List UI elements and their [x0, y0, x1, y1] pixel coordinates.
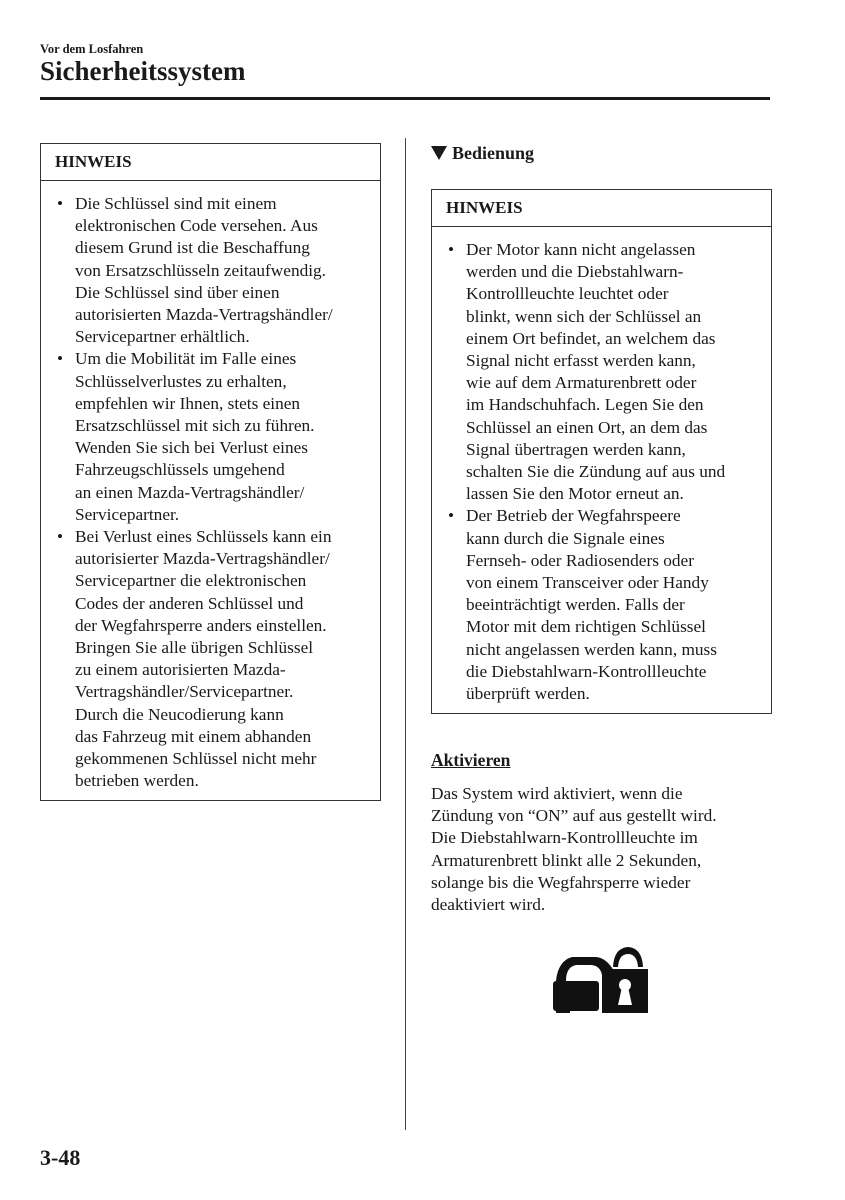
text-line: beeinträchtigt werden. Falls der	[466, 595, 685, 615]
text-line: Kontrollleuchte leuchtet oder	[466, 284, 669, 304]
text-line: im Handschuhfach. Legen Sie den	[466, 395, 704, 415]
text-line: Vertragshändler/Servicepartner.	[75, 682, 294, 702]
text-line: kann durch die Signale eines	[466, 528, 665, 548]
text-line: Signal nicht erfasst werden kann,	[466, 351, 696, 371]
text-line: Der Betrieb der Wegfahrspeere	[466, 506, 681, 526]
text-line: Servicepartner erhältlich.	[75, 327, 250, 347]
triangle-down-icon	[431, 146, 447, 160]
immobilizer-warning-light-icon	[550, 945, 650, 1015]
bullet-dot: •	[57, 349, 64, 369]
header-rule	[40, 97, 770, 100]
text-line: Zündung von “ON” auf aus gestellt wird.	[431, 806, 717, 826]
text-line: überprüft werden.	[466, 684, 590, 704]
text-line: Die Schlüssel sind mit einem	[75, 194, 277, 213]
text-line: Das System wird aktiviert, wenn die	[431, 784, 683, 803]
note-bullet	[448, 505, 761, 705]
page-title: Sicherheitssystem	[40, 56, 246, 86]
text-line: Durch die Neucodierung kann	[75, 704, 284, 724]
text-line: von einem Transceiver oder Handy	[466, 573, 709, 593]
text-line: elektronischen Code versehen. Aus	[75, 216, 318, 236]
aktivieren-paragraph	[431, 783, 717, 916]
subheading-bedienung: Bedienung	[431, 143, 534, 164]
text-line: blinkt, wenn sich der Schlüssel an	[466, 306, 702, 326]
text-line: nicht angelassen werden kann, muss	[466, 639, 717, 659]
text-line: gekommenen Schlüssel nicht mehr	[75, 749, 317, 769]
column-divider	[405, 138, 406, 1130]
page-number: 3-48	[40, 1145, 81, 1170]
text-line: Schlüsselverlustes zu erhalten,	[75, 371, 287, 391]
bullet-dot: •	[57, 194, 64, 213]
text-line: schalten Sie die Zündung auf aus und	[466, 462, 726, 482]
aktivieren-heading: Aktivieren	[431, 750, 511, 770]
text-line: werden und die Diebstahlwarn-	[466, 262, 684, 282]
text-line: Die Schlüssel sind über einen	[75, 282, 280, 302]
text-line: Armaturenbrett blinkt alle 2 Sekunden,	[431, 850, 702, 870]
text-line: das Fahrzeug mit einem abhanden	[75, 726, 312, 746]
text-line: Fahrzeugschlüssels umgehend	[75, 460, 285, 480]
text-line: Wenden Sie sich bei Verlust eines	[75, 438, 308, 458]
bullet-dot: •	[448, 506, 455, 526]
text-line: diesem Grund ist die Beschaffung	[75, 238, 310, 258]
text-line: Um die Mobilität im Falle eines	[75, 349, 297, 369]
text-line: deaktiviert wird.	[431, 895, 546, 915]
text-line: Der Motor kann nicht angelassen	[466, 240, 696, 259]
text-line: Motor mit dem richtigen Schlüssel	[466, 617, 706, 637]
text-line: wie auf dem Armaturenbrett oder	[466, 373, 697, 393]
note-bullet	[57, 526, 370, 792]
bullet-dot: •	[57, 527, 64, 547]
note-label: HINWEIS	[432, 190, 771, 227]
text-line: Fernseh- oder Radiosenders oder	[466, 550, 694, 570]
left-note-box	[40, 143, 381, 801]
bullet-dot: •	[448, 240, 455, 259]
text-line: autorisierter Mazda-Vertragshändler/	[75, 549, 330, 569]
text-line: Ersatzschlüssel mit sich zu führen.	[75, 416, 315, 436]
text-line: einem Ort befindet, an welchem das	[466, 328, 716, 348]
note-bullet	[448, 239, 761, 505]
text-line: Servicepartner die elektronischen	[75, 571, 307, 591]
text-line: Codes der anderen Schlüssel und	[75, 593, 304, 613]
text-line: Signal übertragen werden kann,	[466, 439, 686, 459]
text-line: die Diebstahlwarn-Kontrollleuchte	[466, 661, 707, 681]
text-line: empfehlen wir Ihnen, stets einen	[75, 393, 301, 413]
note-bullet	[57, 193, 370, 348]
right-note-box	[431, 189, 772, 714]
text-line: Bei Verlust eines Schlüssels kann ein	[75, 527, 332, 547]
text-line: Servicepartner.	[75, 504, 180, 524]
text-line: zu einem autorisierten Mazda-	[75, 660, 286, 680]
text-line: der Wegfahrsperre anders einstellen.	[75, 615, 327, 635]
text-line: Bringen Sie alle übrigen Schlüssel	[75, 638, 314, 658]
text-line: Die Diebstahlwarn-Kontrollleuchte im	[431, 828, 698, 848]
text-line: an einen Mazda-Vertragshändler/	[75, 482, 305, 502]
note-bullet	[57, 348, 370, 526]
section-label: Vor dem Losfahren	[40, 42, 144, 56]
text-line: lassen Sie den Motor erneut an.	[466, 484, 684, 504]
text-line: von Ersatzschlüsseln zeitaufwendig.	[75, 260, 326, 280]
text-line: autorisierten Mazda-Vertragshändler/	[75, 305, 333, 325]
text-line: solange bis die Wegfahrsperre wieder	[431, 872, 691, 892]
note-body	[432, 227, 771, 713]
text-line: betrieben werden.	[75, 771, 199, 791]
text-line: Schlüssel an einen Ort, an dem das	[466, 417, 708, 437]
note-body	[41, 181, 380, 800]
note-label: HINWEIS	[41, 144, 380, 181]
